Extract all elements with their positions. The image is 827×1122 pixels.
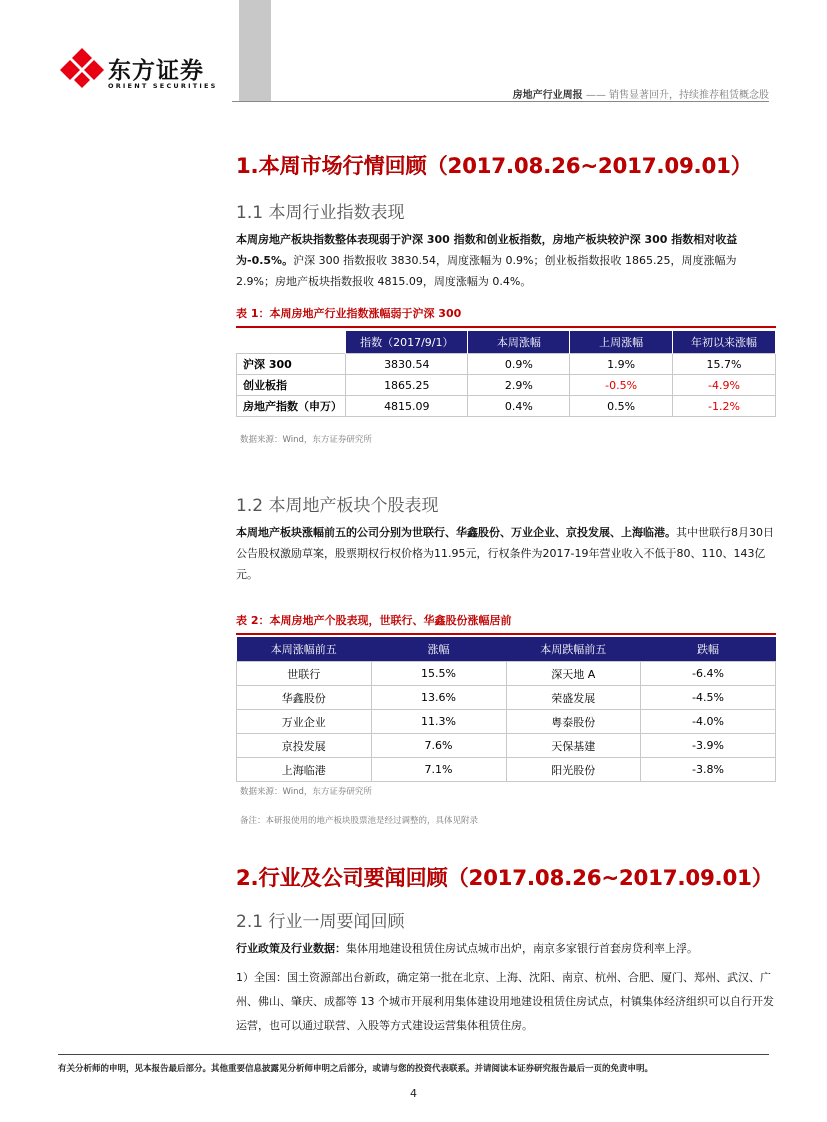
table-header-cell: 跌幅 [641, 637, 776, 662]
logo-text-cn: 东方证券 [108, 58, 204, 84]
table-cell: 京投发展 [237, 734, 372, 758]
table-cell: 世联行 [237, 662, 372, 686]
header-grey-bar [239, 0, 271, 102]
table-header-row [237, 331, 776, 354]
table-cell: -4.0% [641, 710, 776, 734]
table-row [237, 758, 776, 782]
table-row [237, 396, 776, 417]
table-cell: 3830.54 [346, 354, 468, 375]
table-header-cell [237, 331, 346, 354]
section11-title: 1.1 本周行业指数表现 [236, 203, 405, 223]
orient-logo-icon [58, 46, 106, 90]
table-cell: 荣盛发展 [506, 686, 641, 710]
table-row [237, 662, 776, 686]
report-header [513, 86, 769, 101]
table-row [237, 686, 776, 710]
table-cell: -6.4% [641, 662, 776, 686]
table-cell: -4.5% [641, 686, 776, 710]
report-title: 房地产行业周报 [512, 90, 583, 101]
stocks-table [236, 637, 776, 782]
table-cell: 11.3% [371, 710, 506, 734]
table-cell: 万业企业 [237, 710, 372, 734]
section11-lead: 本周房地产板块指数整体表现弱于沪深 300 指数和创业板指数，房地产板块较沪深 300 指数相对收益为-0.5%。 [236, 233, 738, 267]
table-header-cell: 本周涨幅前五 [237, 637, 372, 662]
section11-body: 沪深 300 指数报收 3830.54，周度涨幅为 0.9%；创业板指数报收 1865.25，周度涨幅为 2.9%；房地产板块指数报收 4815.09，周度涨幅为 0.4%。 [236, 254, 737, 288]
table-header-cell: 指数（2017/9/1） [346, 331, 468, 354]
table-header-cell: 本周跌幅前五 [506, 637, 641, 662]
table-header-cell: 涨幅 [371, 637, 506, 662]
table-cell: 7.6% [371, 734, 506, 758]
table-cell: 15.7% [672, 354, 775, 375]
section21-body: 集体用地建设租赁住房试点城市出炉，南京多家银行首套房贷利率上浮。 [346, 942, 698, 955]
table-cell: -1.2% [672, 396, 775, 417]
index-table [236, 331, 776, 417]
section12-paragraph [236, 522, 776, 585]
logo-text-en: ORIENT SECURITIES [108, 82, 218, 90]
section11-paragraph [236, 229, 776, 292]
table2-note: 备注：本研报使用的地产板块股票池是经过调整的，具体见附录 [240, 816, 479, 826]
table-cell: -4.9% [672, 375, 775, 396]
table2-source: 数据来源：Wind，东方证券研究所 [240, 787, 372, 797]
table-cell: 粤泰股份 [506, 710, 641, 734]
section12-lead: 本周地产板块涨幅前五的公司分别为世联行、华鑫股份、万业企业、京投发展、上海临港。 [236, 526, 676, 539]
section1-title: 1.本周市场行情回顾（2017.08.26~2017.09.01） [236, 154, 752, 178]
table-cell: 0.5% [570, 396, 673, 417]
table1-caption: 表 1：本周房地产行业指数涨幅弱于沪深 300 [236, 305, 776, 328]
table-cell: 深天地 A [506, 662, 641, 686]
section12-body: 其中世联行8月30日公告股权激励草案，股票期权行权价格为11.95元，行权条件为2017-19年营业收入不低于80、110、143亿元。 [236, 526, 774, 581]
footer-divider [58, 1054, 769, 1055]
table-cell: 0.9% [468, 354, 570, 375]
table-header-cell: 上周涨幅 [570, 331, 673, 354]
table-cell: 房地产指数（申万） [237, 396, 346, 417]
table-cell: 阳光股份 [506, 758, 641, 782]
section2-title: 2.行业及公司要闻回顾（2017.08.26~2017.09.01） [236, 866, 773, 890]
table-cell: 4815.09 [346, 396, 468, 417]
table-cell: 1.9% [570, 354, 673, 375]
header-divider [232, 101, 769, 102]
table-cell: 15.5% [371, 662, 506, 686]
table-cell: 上海临港 [237, 758, 372, 782]
table-row [237, 354, 776, 375]
table-row [237, 375, 776, 396]
table-cell: 天保基建 [506, 734, 641, 758]
table-cell: -0.5% [570, 375, 673, 396]
table-cell: 沪深 300 [237, 354, 346, 375]
table-header-cell: 年初以来涨幅 [672, 331, 775, 354]
table-row [237, 710, 776, 734]
footer-disclaimer: 有关分析师的申明，见本报告最后部分。其他重要信息披露见分析师申明之后部分，或请与您的投资代表联系。并请阅读本证券研究报告最后一页的免责申明。 [58, 1064, 654, 1074]
section12-title: 1.2 本周地产板块个股表现 [236, 496, 439, 516]
table-row [237, 734, 776, 758]
section21-paragraph [236, 938, 776, 959]
table-cell: -3.9% [641, 734, 776, 758]
table-cell: 0.4% [468, 396, 570, 417]
table-header-cell: 本周涨幅 [468, 331, 570, 354]
table-cell: -3.8% [641, 758, 776, 782]
table-cell: 2.9% [468, 375, 570, 396]
section21-item1: 1）全国：国土资源部出台新政，确定第一批在北京、上海、沈阳、南京、杭州、合肥、厦门、郑州、武汉、广州、佛山、肇庆、成都等 13 个城市开展利用集体建设用地建设租赁住房试点，村镇集体经济组织可以自行开发运营，也可以通过联营、入股等方式建设运营集体租赁住房。 [236, 971, 774, 1032]
table-cell: 7.1% [371, 758, 506, 782]
table-cell: 1865.25 [346, 375, 468, 396]
section21-title: 2.1 行业一周要闻回顾 [236, 912, 405, 932]
page-number: 4 [410, 1087, 417, 1100]
report-subtitle: —— 销售显著回升，持续推荐租赁概念股 [585, 90, 769, 101]
table1-source: 数据来源：Wind，东方证券研究所 [240, 435, 372, 445]
table-cell: 华鑫股份 [237, 686, 372, 710]
section21-lead: 行业政策及行业数据： [236, 942, 346, 955]
table-header-row [237, 637, 776, 662]
table2-caption: 表 2：本周房地产个股表现，世联行、华鑫股份涨幅居前 [236, 612, 776, 635]
table-cell: 创业板指 [237, 375, 346, 396]
table-cell: 13.6% [371, 686, 506, 710]
